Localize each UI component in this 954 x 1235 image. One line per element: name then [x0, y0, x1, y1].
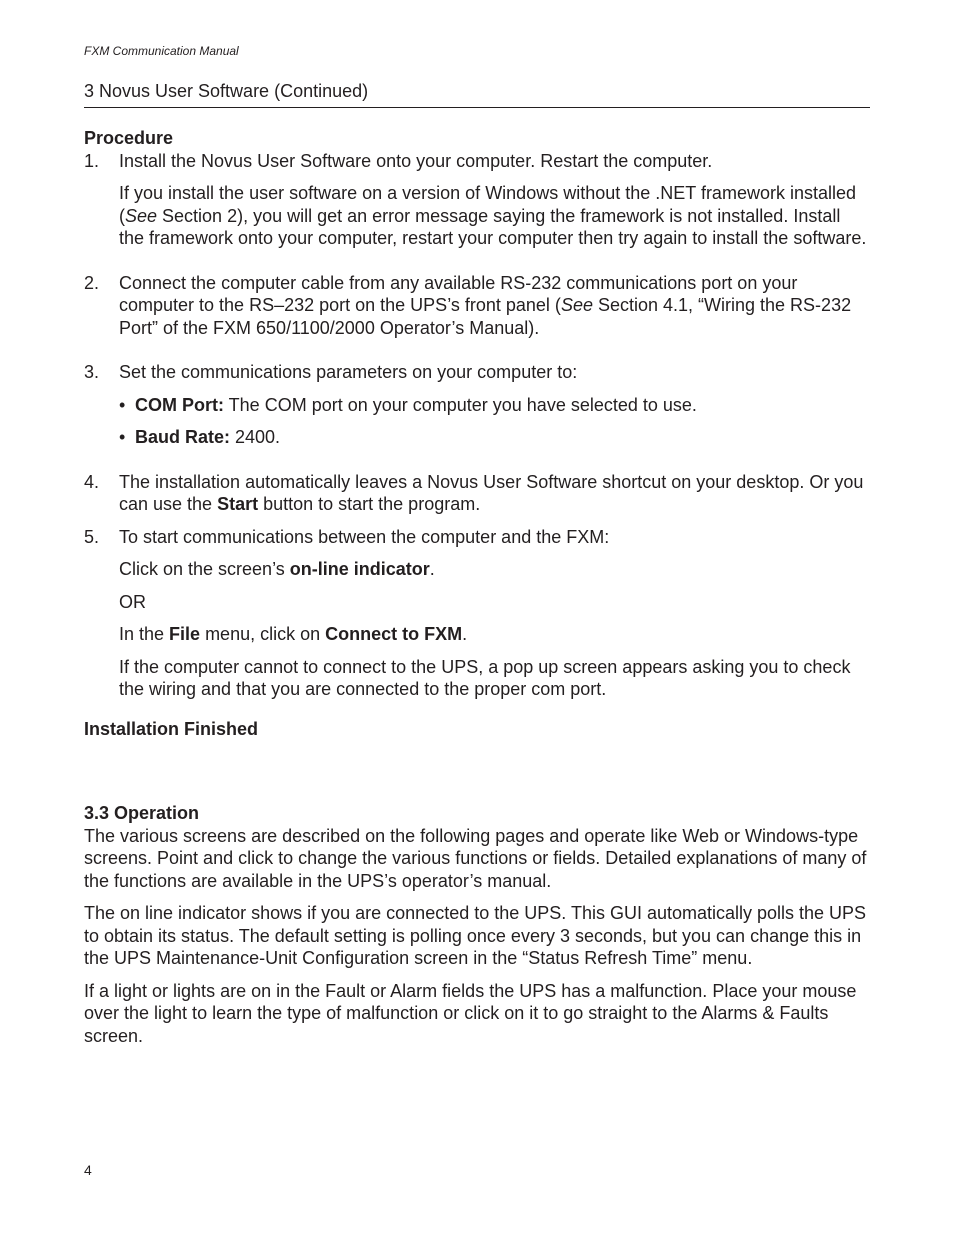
running-header: FXM Communication Manual	[84, 44, 239, 58]
step-number: 4.	[84, 471, 100, 492]
step-5-note: If the computer cannot to connect to the UPS, a pop up screen appears asking you to check the wiring and that you are connected to the proper com port.	[119, 656, 851, 699]
step-number: 1.	[84, 150, 100, 171]
step-1	[84, 150, 870, 173]
step-text: Connect the computer cable from any available RS-232 communications port on your computer to the RS–232 port on the UPS’s front panel (See Section 4.1, “Wiring the RS-232 Port” of the FXM 650/1100/2000 Operator’s Manual).	[119, 272, 852, 338]
bullet-com-port: • COM Port: The COM port on your computer you have selected to use.	[119, 394, 697, 415]
step-text: The installation automatically leaves a Novus User Software shortcut on your desktop. Or you can use the Start button to start the program.	[119, 471, 864, 514]
step-2	[84, 272, 870, 340]
page-number: 4	[84, 1162, 92, 1178]
bullet-baud-rate: • Baud Rate: 2400.	[119, 427, 281, 447]
step-number: 2.	[84, 272, 100, 293]
step-5-or: OR	[119, 591, 146, 612]
step-text: Set the communications parameters on your computer to:	[119, 362, 578, 382]
operation-paragraph-3: If a light or lights are on in the Fault or Alarm fields the UPS has a malfunction. Place your mouse over the light to learn the type of malfunction or click on it to go straight to the Alarms & Faults screen.	[84, 980, 857, 1046]
step-5	[84, 526, 870, 549]
operation-paragraph-2: The on line indicator shows if you are connected to the UPS. This GUI automatically polls the UPS to obtain its status. The default setting is polling once every 3 seconds, but you can change this in the UPS Maintenance-Unit Configuration screen in the “Status Refresh Time” menu.	[84, 903, 867, 968]
step-5-option-file-menu: In the File menu, click on Connect to FXM.	[119, 624, 468, 644]
bullet-marker: •	[119, 427, 126, 447]
step-5-option-online: Click on the screen’s on-line indicator.	[119, 559, 435, 579]
step-number: 5.	[84, 526, 100, 547]
step-4	[84, 471, 870, 516]
step-text: To start communications between the computer and the FXM:	[119, 526, 610, 547]
section-header: 3 Novus User Software (Continued)	[84, 80, 870, 108]
step-text: Install the Novus User Software onto your computer. Restart the computer.	[119, 150, 713, 171]
step-number: 3.	[84, 362, 100, 382]
operation-paragraph-1: The various screens are described on the following pages and operate like Web or Windows-type screens. Point and click to change the various functions or fields. Detailed explanations of many of the functions are available in the UPS’s operator’s manual.	[84, 825, 867, 891]
step-3	[84, 361, 870, 384]
page-content	[84, 127, 870, 1047]
bullet-marker: •	[119, 394, 126, 415]
step-1-note: If you install the user software on a version of Windows without the .NET framework installed (See Section 2), you will get an error message saying the framework is not installed. Install the framework onto your computer, restart your computer then try again to install the software.	[119, 183, 867, 248]
installation-finished-heading: Installation Finished	[84, 718, 259, 739]
operation-heading: 3.3 Operation	[84, 803, 200, 823]
procedure-heading: Procedure	[84, 128, 174, 148]
